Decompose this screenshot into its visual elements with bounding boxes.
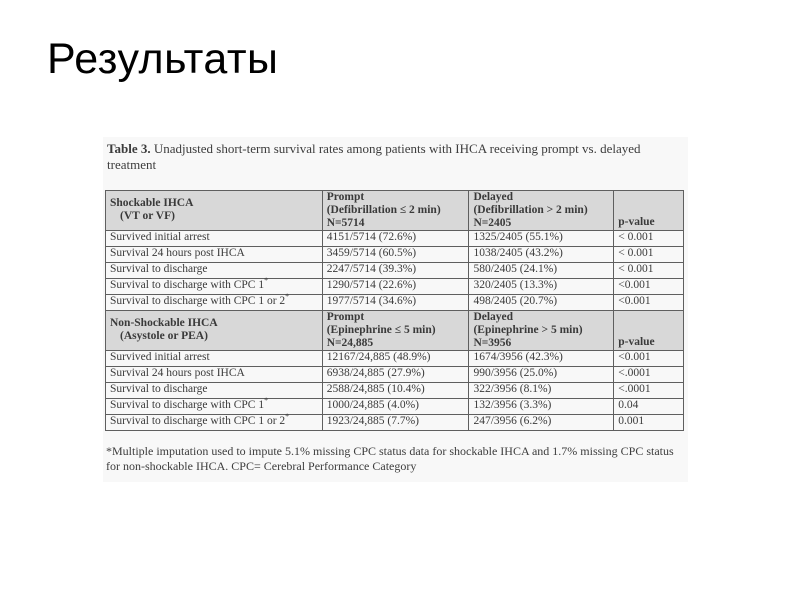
- p-value: < 0.001: [614, 231, 684, 247]
- nonshockable-delayed-criteria: (Epinephrine > 5 min): [473, 324, 583, 336]
- table-caption: [107, 141, 667, 173]
- prompt-value: 4151/5714 (72.6%): [322, 231, 469, 247]
- row-label: Survived initial arrest: [106, 231, 323, 247]
- p-value: < 0.001: [614, 263, 684, 279]
- prompt-value: 2247/5714 (39.3%): [322, 263, 469, 279]
- survival-table: [105, 190, 684, 431]
- prompt-value: 1977/5714 (34.6%): [322, 295, 469, 311]
- prompt-value: 12167/24,885 (48.9%): [322, 351, 469, 367]
- shockable-prompt-criteria: (Defibrillation ≤ 2 min): [326, 204, 441, 216]
- slide-title: Результаты: [47, 35, 279, 83]
- delayed-value: 498/2405 (20.7%): [469, 295, 614, 311]
- delayed-value: 322/3956 (8.1%): [469, 383, 614, 399]
- shockable-delayed-title: Delayed: [473, 191, 514, 203]
- row-label: Survival to discharge with CPC 1*: [106, 399, 323, 415]
- table-row: [106, 295, 684, 311]
- shockable-group-title: Shockable IHCA: [110, 197, 194, 209]
- table-row: [106, 383, 684, 399]
- shockable-header-row: [106, 191, 684, 231]
- table-row: [106, 399, 684, 415]
- table-row: [106, 367, 684, 383]
- row-label: Survival 24 hours post IHCA: [106, 367, 323, 383]
- shockable-delayed-criteria: (Defibrillation > 2 min): [473, 204, 588, 216]
- table-row: [106, 231, 684, 247]
- nonshockable-header-row: [106, 311, 684, 351]
- table-row: [106, 279, 684, 295]
- row-label: Survived initial arrest: [106, 351, 323, 367]
- shockable-prompt-title: Prompt: [326, 191, 365, 203]
- prompt-value: 6938/24,885 (27.9%): [322, 367, 469, 383]
- table-caption-text: Unadjusted short-term survival rates among patients with IHCA receiving prompt vs. delayed treatment: [107, 141, 641, 172]
- prompt-value: 2588/24,885 (10.4%): [322, 383, 469, 399]
- p-value: 0.001: [614, 415, 684, 431]
- p-value: <0.001: [614, 295, 684, 311]
- nonshockable-prompt-title: Prompt: [326, 311, 365, 323]
- table-row: [106, 247, 684, 263]
- p-value: <.0001: [614, 383, 684, 399]
- table-image: [103, 137, 688, 482]
- shockable-delayed-n: N=2405: [473, 217, 512, 229]
- shockable-group-cell: [106, 191, 323, 231]
- nonshockable-delayed-n: N=3956: [473, 337, 512, 349]
- delayed-value: 132/3956 (3.3%): [469, 399, 614, 415]
- prompt-value: 1923/24,885 (7.7%): [322, 415, 469, 431]
- nonshockable-delayed-title: Delayed: [473, 311, 514, 323]
- shockable-section: [106, 191, 684, 311]
- nonshockable-group-subtitle: (Asystole or PEA): [120, 330, 208, 342]
- delayed-value: 990/3956 (25.0%): [469, 367, 614, 383]
- table-row: [106, 415, 684, 431]
- table-row: [106, 263, 684, 279]
- row-label: Survival to discharge with CPC 1*: [106, 279, 323, 295]
- delayed-value: 320/2405 (13.3%): [469, 279, 614, 295]
- p-value: 0.04: [614, 399, 684, 415]
- prompt-value: 1000/24,885 (4.0%): [322, 399, 469, 415]
- p-value: < 0.001: [614, 247, 684, 263]
- prompt-value: 1290/5714 (22.6%): [322, 279, 469, 295]
- row-label: Survival to discharge: [106, 263, 323, 279]
- shockable-group-subtitle: (VT or VF): [120, 210, 175, 222]
- nonshockable-prompt-n: N=24,885: [326, 337, 374, 349]
- shockable-prompt-header: [322, 191, 469, 231]
- nonshockable-delayed-header: [469, 311, 614, 351]
- prompt-value: 3459/5714 (60.5%): [322, 247, 469, 263]
- delayed-value: 1674/3956 (42.3%): [469, 351, 614, 367]
- delayed-value: 1038/2405 (43.2%): [469, 247, 614, 263]
- nonshockable-pvalue-header: p-value: [614, 311, 684, 351]
- nonshockable-prompt-header: [322, 311, 469, 351]
- shockable-pvalue-header: p-value: [614, 191, 684, 231]
- nonshockable-group-cell: [106, 311, 323, 351]
- row-label: Survival to discharge: [106, 383, 323, 399]
- delayed-value: 1325/2405 (55.1%): [469, 231, 614, 247]
- nonshockable-section: [106, 311, 684, 431]
- table-row: [106, 351, 684, 367]
- delayed-value: 580/2405 (24.1%): [469, 263, 614, 279]
- delayed-value: 247/3956 (6.2%): [469, 415, 614, 431]
- nonshockable-group-title: Non-Shockable IHCA: [110, 317, 218, 329]
- p-value: <0.001: [614, 279, 684, 295]
- shockable-delayed-header: [469, 191, 614, 231]
- shockable-prompt-n: N=5714: [326, 217, 365, 229]
- row-label: Survival to discharge with CPC 1 or 2*: [106, 295, 323, 311]
- row-label: Survival 24 hours post IHCA: [106, 247, 323, 263]
- table-caption-label: Table 3.: [107, 141, 151, 156]
- p-value: <.0001: [614, 367, 684, 383]
- nonshockable-prompt-criteria: (Epinephrine ≤ 5 min): [326, 324, 436, 336]
- row-label: Survival to discharge with CPC 1 or 2*: [106, 415, 323, 431]
- p-value: <0.001: [614, 351, 684, 367]
- table-footnote: *Multiple imputation used to impute 5.1% missing CPC status data for shockable IHCA and 1.7% missing CPC status for non-shockable IHCA. CPC= Cerebral Performance Category: [106, 444, 674, 473]
